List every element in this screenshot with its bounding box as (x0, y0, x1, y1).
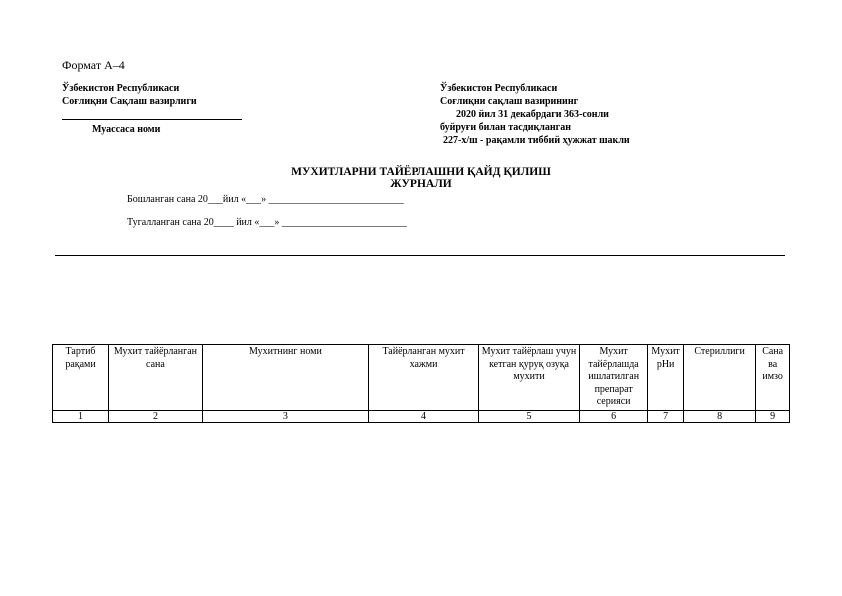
column-header: Тайёрланган мухит хажми (369, 345, 479, 411)
horizontal-rule (55, 255, 785, 256)
column-number: 9 (756, 411, 790, 423)
ministry-header-left (62, 82, 197, 108)
column-number: 7 (648, 411, 684, 423)
journal-title-line2: ЖУРНАЛИ (390, 178, 452, 190)
country-name-left: Ўзбекистон Республикаси (62, 83, 180, 94)
start-date-field: Бошланган сана 20___йил «___» ___________________________ (127, 194, 404, 205)
column-header: Сана ва имзо (756, 345, 790, 411)
column-number: 6 (579, 411, 647, 423)
column-number: 5 (479, 411, 580, 423)
journal-title: МУХИТЛАРНИ ТАЙЁРЛАШНИ ҚАЙД ҚИЛИШ (291, 166, 551, 178)
column-header: Мухитнинг номи (202, 345, 368, 411)
form-number: 227-х/ш - рақамли тиббий ҳужжат шакли (443, 135, 630, 146)
institution-name-label: Муассаса номи (92, 124, 161, 135)
end-date-field: Тугалланган сана 20____ йил «___» _________________________ (127, 217, 407, 228)
ministry-name-left: Соғлиқни Сақлаш вазирлиги (62, 96, 197, 107)
country-name-right: Ўзбекистон Республикаси (440, 83, 558, 94)
column-number: 1 (53, 411, 109, 423)
approval-header-right (440, 82, 630, 147)
ministry-name-right: Соғлиқни сақлаш вазирининг (440, 96, 579, 107)
column-header: Мухит тайёрланган сана (109, 345, 203, 411)
institution-name-line (62, 119, 242, 120)
column-header: Мухит pHи (648, 345, 684, 411)
order-date: 2020 йил 31 декабрдаги 363-сонли (456, 109, 609, 120)
column-number: 3 (202, 411, 368, 423)
format-label: Формат А–4 (62, 58, 125, 72)
approval-text: буйруғи билан тасдиқланган (440, 122, 571, 133)
column-header: Стериллиги (683, 345, 755, 411)
column-header: Мухит тайёрлаш учун кетган қуруқ озуқа мухити (479, 345, 580, 411)
journal-table (52, 344, 790, 423)
table-header-row (53, 345, 790, 411)
column-number: 4 (369, 411, 479, 423)
column-header: Тартиб рақами (53, 345, 109, 411)
column-number-row (53, 411, 790, 423)
column-number: 8 (683, 411, 755, 423)
column-header: Мухит тайёрлашда ишлатилган препарат серияси (579, 345, 647, 411)
column-number: 2 (109, 411, 203, 423)
